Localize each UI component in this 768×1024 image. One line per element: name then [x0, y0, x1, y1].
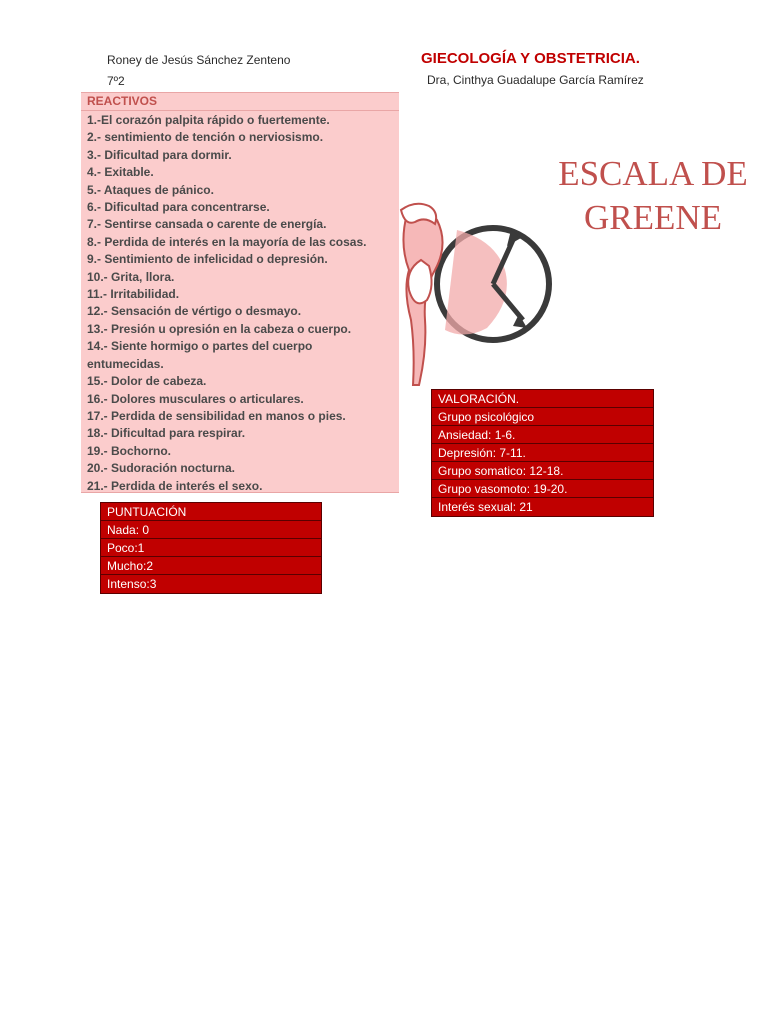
- group-label: 7º2: [107, 74, 125, 88]
- reactivos-table: [81, 92, 399, 493]
- reactivo-item: 17.- Perdida de sensibilidad en manos o pies.: [87, 408, 346, 423]
- valoracion-row: Grupo vasomoto: 19-20.: [432, 480, 653, 498]
- reactivo-item: 20.- Sudoración nocturna.: [87, 461, 236, 476]
- puntuacion-row: Mucho:2: [101, 557, 321, 575]
- puntuacion-row: Poco:1: [101, 539, 321, 557]
- reactivo-item: 7.- Sentirse cansada o carente de energía.: [87, 217, 327, 232]
- puntuacion-row: Intenso:3: [107, 577, 157, 591]
- reactivos-list: [81, 111, 399, 495]
- reactivo-item: 8.- Perdida de interés en la mayoría de las cosas.: [87, 234, 367, 249]
- reactivo-item: 3.- Dificultad para dormir.: [87, 147, 232, 162]
- woman-clock-illustration: [395, 200, 555, 395]
- reactivos-heading: REACTIVOS: [81, 93, 399, 111]
- puntuacion-row: Nada: 0: [101, 521, 321, 539]
- valoracion-row: Grupo somatico: 12-18.: [432, 462, 653, 480]
- valoracion-table: [431, 389, 654, 517]
- puntuacion-row: PUNTUACIÓN: [101, 503, 321, 521]
- reactivo-item: 4.- Exitable.: [87, 165, 154, 180]
- title-line-2: GREENE: [583, 198, 723, 237]
- reactivo-item: entumecidas.: [87, 356, 164, 371]
- valoracion-row: VALORACIÓN.: [432, 390, 653, 408]
- reactivo-item: 9.- Sentimiento de infelicidad o depresión.: [87, 252, 328, 267]
- reactivo-item: 12.- Sensación de vértigo o desmayo.: [87, 304, 302, 319]
- reactivo-item: 18.- Dificultad para respirar.: [87, 426, 246, 441]
- reactivo-item: 10.- Grita, llora.: [87, 269, 175, 284]
- valoracion-row: Ansiedad: 1-6.: [432, 426, 653, 444]
- reactivo-item: 14.- Siente hormigo o partes del cuerpo: [87, 339, 313, 354]
- reactivo-item: 5.- Ataques de pánico.: [87, 182, 214, 197]
- reactivo-item: 13.- Presión u opresión en la cabeza o cuerpo.: [87, 321, 352, 336]
- author-name: Roney de Jesús Sánchez Zenteno: [107, 53, 291, 67]
- page-title: [548, 152, 758, 240]
- specialty-heading: GIECOLOGÍA Y OBSTETRICIA.: [421, 50, 640, 67]
- title-line-1: ESCALA DE: [558, 154, 748, 193]
- reactivo-item: 6.- Dificultad para concentrarse.: [87, 200, 270, 215]
- reactivo-item: 19.- Bochorno.: [87, 443, 172, 458]
- puntuacion-table: [100, 502, 322, 594]
- valoracion-row: Interés sexual: 21: [438, 500, 533, 514]
- doctor-name: Dra, Cinthya Guadalupe García Ramírez: [427, 73, 644, 87]
- valoracion-row: Depresión: 7-11.: [432, 444, 653, 462]
- reactivo-item: 2.- sentimiento de tención o nerviosismo.: [87, 130, 324, 145]
- valoracion-row: Grupo psicológico: [432, 408, 653, 426]
- reactivo-item: 21.- Perdida de interés el sexo.: [87, 478, 263, 493]
- reactivo-item: 16.- Dolores musculares o articulares.: [87, 391, 304, 406]
- reactivo-item: 1.-El corazón palpita rápido o fuertemente.: [87, 113, 330, 127]
- reactivo-item: 11.- Irritabilidad.: [87, 287, 180, 302]
- reactivo-item: 15.- Dolor de cabeza.: [87, 374, 207, 389]
